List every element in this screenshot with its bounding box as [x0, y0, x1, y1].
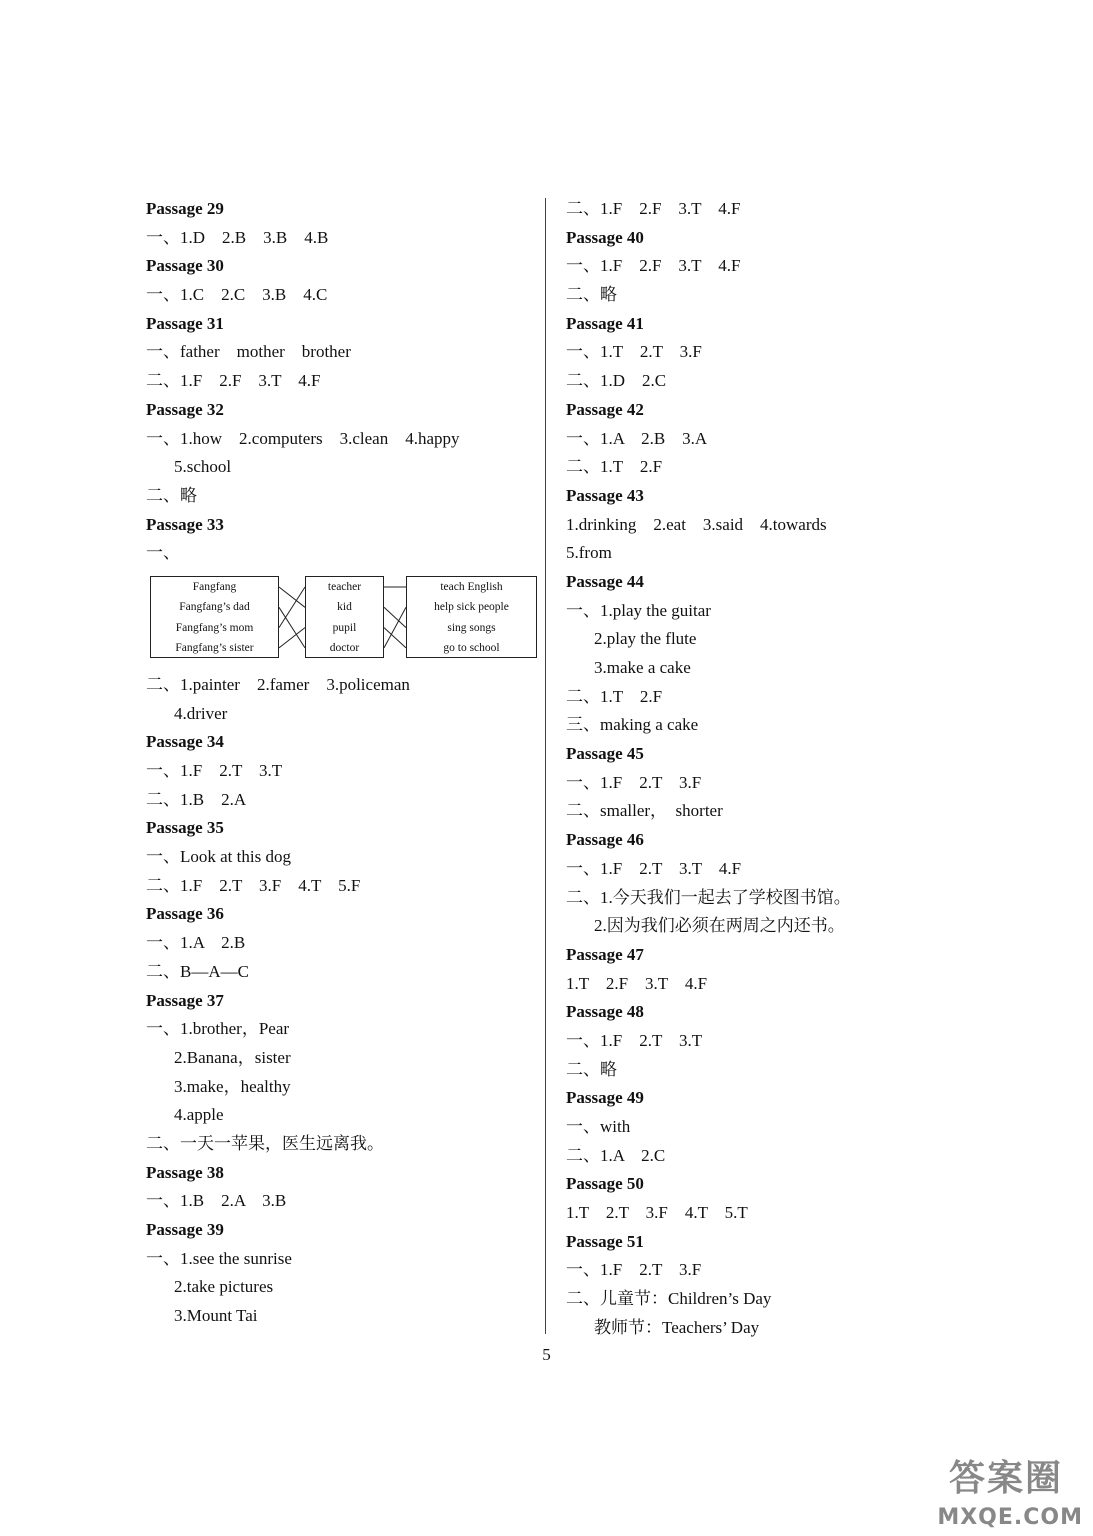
matching-link-line	[279, 587, 305, 628]
passage-heading: Passage 41	[566, 313, 644, 333]
answer-line: 二、1.T 2.F	[566, 686, 663, 706]
answer-line: 二、1.D 2.C	[566, 371, 667, 391]
answer-line: 一、1.play the guitar	[566, 600, 711, 620]
matching-cell: teacher	[327, 580, 362, 593]
answer-line: 2.因为我们必须在两周之内还书。	[594, 916, 845, 936]
answer-line: 1.drinking 2.eat 3.said 4.towards	[566, 514, 827, 534]
passage-heading: Passage 51	[566, 1231, 644, 1251]
answer-line: 5.school	[174, 457, 232, 477]
answer-line: 2.take pictures	[174, 1277, 274, 1297]
watermark-top: 答案圈	[948, 1458, 1063, 1499]
matching-link-line	[384, 607, 406, 648]
matching-cell: Fangfang’s dad	[179, 601, 250, 614]
answer-line: 二、1.F 2.T 3.F 4.T 5.F	[146, 875, 361, 895]
answer-line: 一、Look at this dog	[146, 847, 291, 867]
answer-line: 二、一天一苹果，医生远离我。	[146, 1133, 384, 1153]
answer-line: 一、1.F 2.T 3.F	[566, 1260, 702, 1280]
answer-line: 一、1.A 2.B	[146, 933, 246, 953]
answer-line: 二、1.A 2.C	[566, 1145, 666, 1165]
answer-line: 2.Banana，sister	[174, 1047, 291, 1067]
passage-heading: Passage 34	[146, 732, 224, 752]
answer-line: 二、略	[146, 485, 197, 505]
passage-heading: Passage 35	[146, 818, 224, 838]
right-column	[566, 195, 986, 1343]
answer-line: 一、1.D 2.B 3.B 4.B	[146, 227, 329, 247]
answer-line: 2.play the flute	[594, 629, 697, 649]
answer-line: 二、1.painter 2.famer 3.policeman	[146, 674, 410, 694]
answer-line: 3.make a cake	[594, 658, 691, 677]
passage-heading: Passage 44	[566, 571, 644, 591]
answer-line: 一、1.F 2.T 3.T 4.F	[566, 858, 742, 878]
matching-lines	[148, 576, 543, 661]
matching-diagram	[148, 576, 541, 661]
passage-heading: Passage 31	[146, 313, 224, 333]
matching-cell: help sick people	[434, 601, 509, 614]
answer-line: 一、	[146, 543, 180, 563]
passage-heading: Passage 33	[146, 514, 224, 534]
answer-line: 二、1.F 2.F 3.T 4.F	[566, 199, 741, 218]
answer-line: 4.driver	[174, 703, 228, 723]
answer-line: 二、1.B 2.A	[146, 789, 247, 809]
answer-line: 三、making a cake	[566, 715, 699, 735]
passage-heading: Passage 29	[146, 199, 224, 218]
answer-line: 二、1.T 2.F	[566, 457, 663, 477]
matching-cell: kid	[337, 601, 352, 614]
left-column	[146, 195, 541, 1331]
answer-line: 一、1.F 2.F 3.T 4.F	[566, 256, 741, 276]
answer-line: 二、略	[566, 1059, 617, 1079]
matching-cell: sing songs	[447, 621, 496, 634]
matching-cell: go to school	[443, 641, 500, 654]
matching-cell: teach English	[440, 580, 503, 593]
watermark-logo	[933, 1450, 1083, 1530]
matching-link-line	[384, 607, 406, 627]
passage-heading: Passage 40	[566, 227, 644, 247]
answer-line: 一、1.A 2.B 3.A	[566, 428, 708, 448]
answer-line: 二、儿童节：Children’s Day	[566, 1289, 772, 1309]
passage-heading: Passage 38	[146, 1162, 224, 1182]
matching-link-line	[279, 607, 305, 648]
answer-line: 一、1.brother，Pear	[146, 1019, 290, 1039]
answer-line: 1.T 2.F 3.T 4.F	[566, 973, 708, 993]
answer-line: 一、1.F 2.T 3.T	[146, 761, 283, 780]
passage-heading: Passage 32	[146, 399, 224, 419]
answer-line: 二、1.F 2.F 3.T 4.F	[146, 371, 321, 391]
matching-cell: doctor	[329, 641, 360, 654]
passage-heading: Passage 49	[566, 1088, 644, 1108]
passage-heading: Passage 43	[566, 485, 644, 505]
matching-link-line	[279, 587, 305, 607]
answer-line: 一、1.see the sunrise	[146, 1248, 292, 1268]
answer-line: 二、smaller， shorter	[566, 801, 723, 821]
answer-line: 1.T 2.T 3.F 4.T 5.T	[566, 1203, 748, 1223]
passage-heading: Passage 48	[566, 1002, 644, 1022]
answer-line: 一、1.F 2.T 3.F	[566, 772, 702, 792]
passage-heading: Passage 30	[146, 256, 224, 276]
passage-heading: Passage 50	[566, 1174, 644, 1194]
passage-heading: Passage 46	[566, 830, 644, 850]
passage-heading: Passage 39	[146, 1220, 224, 1239]
answer-line: 3.Mount Tai	[174, 1306, 258, 1326]
page-number: 5	[542, 1345, 551, 1364]
passage-heading: Passage 37	[146, 990, 224, 1010]
answer-line: 一、1.T 2.T 3.F	[566, 342, 702, 362]
answer-line: 二、B—A—C	[146, 961, 249, 981]
answer-line: 一、1.B 2.A 3.B	[146, 1191, 287, 1211]
passage-heading: Passage 47	[566, 944, 644, 964]
matching-cell: Fangfang’s mom	[175, 621, 254, 634]
matching-cell: Fangfang	[192, 580, 237, 593]
answer-line: 二、略	[566, 285, 617, 305]
answer-line: 4.apple	[174, 1105, 224, 1125]
answer-line: 3.make，healthy	[174, 1076, 291, 1096]
answer-line: 一、1.C 2.C 3.B 4.C	[146, 285, 328, 305]
matching-cell: pupil	[332, 621, 357, 634]
matching-link-line	[279, 628, 305, 648]
matching-link-line	[384, 628, 406, 648]
answer-line: 一、1.how 2.computers 3.clean 4.happy	[146, 428, 460, 448]
answer-line: 一、1.F 2.T 3.T	[566, 1030, 703, 1050]
passage-heading: Passage 45	[566, 744, 644, 764]
watermark-bottom: MXQE.COM	[937, 1505, 1083, 1530]
matching-cell: Fangfang’s sister	[175, 641, 254, 654]
answer-line: 一、father mother brother	[146, 342, 351, 362]
answer-line: 5.from	[566, 543, 612, 563]
passage-heading: Passage 42	[566, 399, 644, 419]
column-divider	[545, 198, 546, 1334]
answer-line: 二、1.今天我们一起去了学校图书馆。	[566, 887, 851, 907]
answer-line: 一、with	[566, 1117, 631, 1136]
passage-heading: Passage 36	[146, 904, 224, 924]
answer-line: 教师节：Teachers’ Day	[594, 1317, 760, 1337]
